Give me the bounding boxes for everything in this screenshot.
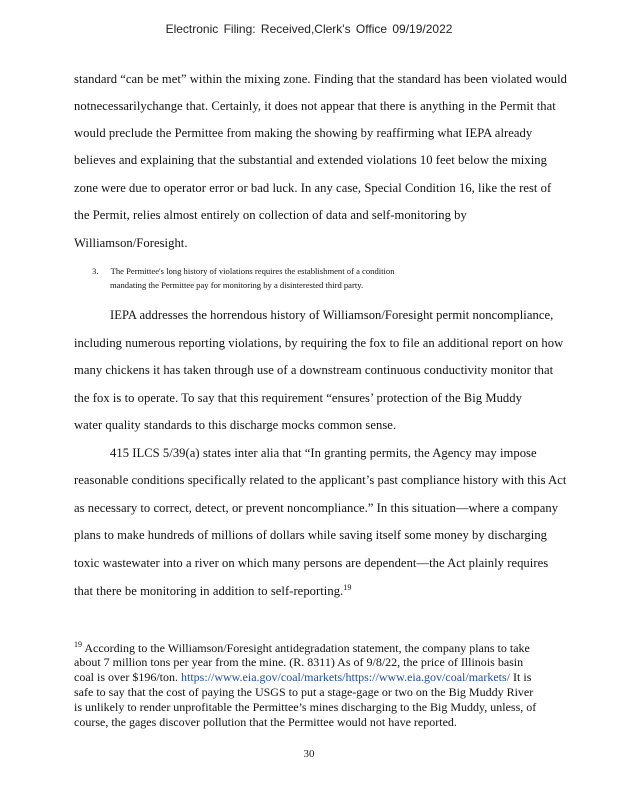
body-line: reasonable conditions specifically related to the applicant’s past compliance history with this Act xyxy=(74,473,567,487)
body-line: believes and explaining that the substantial and extended violations 10 feet below the mixing xyxy=(74,153,547,167)
body-line: the Permit, relies almost entirely on collection of data and self-monitoring by xyxy=(74,208,467,222)
body-line: would preclude the Permittee from making the showing by reaffirming what IEPA already xyxy=(74,126,533,140)
body-line: Williamson/Foresight. xyxy=(74,236,188,250)
page-number: 30 xyxy=(303,748,315,760)
body-line: plans to make hundreds of millions of dollars while saving itself some money by discharging xyxy=(74,528,548,542)
body-line: zone were due to operator error or bad luck. In any case, Special Condition 16, like the rest of xyxy=(74,181,552,195)
footnote-reference: 19 xyxy=(343,583,352,592)
eia-coal-markets-link[interactable]: https://www.eia.gov/coal/markets/https://www.eia.gov/coal/markets/ xyxy=(180,670,511,684)
body-line: as necessary to correct, detect, or prevent noncompliance.” In this situation—where a company xyxy=(74,501,559,515)
section-heading-number: 3. xyxy=(92,266,99,276)
footnote-line: about 7 million tons per year from the mine. (R. 8311) As of 9/8/22, the price of Illinois basin xyxy=(74,655,524,669)
body-line: notnecessarilychange that. Certainly, it does not appear that there is anything in the Permit that xyxy=(74,99,556,113)
footnote-text: coal is over $196/ton. xyxy=(74,670,181,684)
body-line: IEPA addresses the horrendous history of Williamson/Foresight permit noncompliance, xyxy=(110,308,554,322)
filing-stamp-header: Electronic Filing: Received,Clerk's Office 09/19/2022 xyxy=(165,22,453,36)
footnote-number: 19 xyxy=(74,640,82,649)
section-heading-line1: The Permittee's long history of violations requires the establishment of a condition xyxy=(110,266,395,276)
footnote-line: course, the gages discover pollution that the Permittee would not have reported. xyxy=(74,715,457,729)
body-line: many chickens it has taken through use of a downstream continuous conductivity monitor that xyxy=(74,363,554,377)
body-line xyxy=(74,583,351,599)
footnote-line: safe to say that the cost of paying the USGS to put a stage-gage or two on the Big Muddy River xyxy=(74,685,534,699)
section-heading-line2: mandating the Permittee pay for monitoring by a disinterested third party. xyxy=(110,280,364,290)
body-line: including numerous reporting violations, by requiring the fox to file an additional report on how xyxy=(74,336,564,350)
footnote-text: According to the Williamson/Foresight antidegradation statement, the company plans to take xyxy=(84,641,530,655)
footnote-line xyxy=(74,640,530,656)
body-line: standard “can be met” within the mixing zone. Finding that the standard has been violated would xyxy=(74,72,567,86)
section-heading xyxy=(92,266,395,276)
body-line: the fox is to operate. To say that this requirement “ensures’ protection of the Big Muddy xyxy=(74,391,522,405)
footnote-line xyxy=(74,670,531,685)
footnote-text: It is xyxy=(510,670,532,684)
body-line: water quality standards to this discharge mocks common sense. xyxy=(74,418,397,432)
body-line: 415 ILCS 5/39(a) states inter alia that “In granting permits, the Agency may impose xyxy=(110,446,537,460)
footnote-line: is unlikely to render unprofitable the Permittee’s mines discharging to the Big Muddy, unless, of xyxy=(74,700,537,714)
body-line: toxic wastewater into a river on which many persons are dependent—the Act plainly requires xyxy=(74,556,549,570)
body-line-text: that there be monitoring in addition to self-reporting. xyxy=(74,584,344,599)
